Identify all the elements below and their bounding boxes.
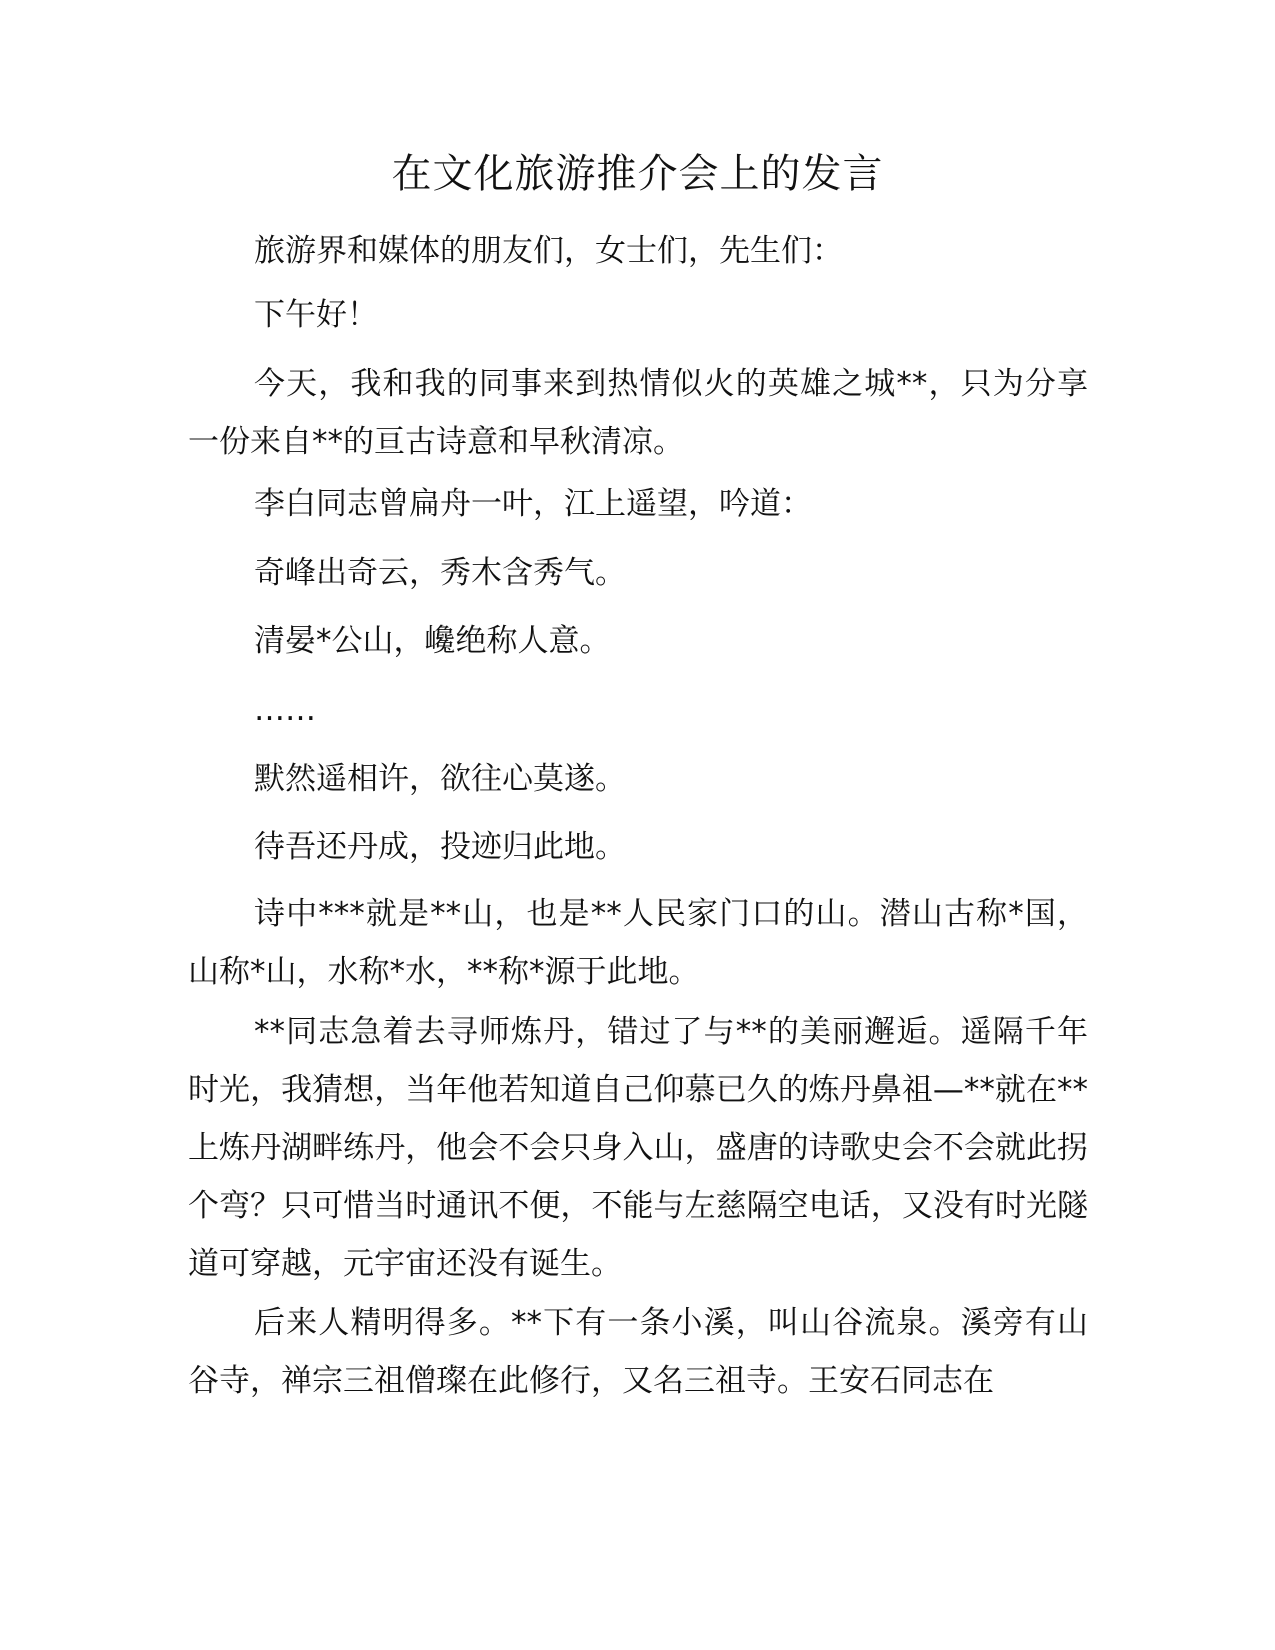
paragraph-later: 后来人精明得多。**下有一条小溪，叫山谷流泉。溪旁有山谷寺，禅宗三祖僧璨在此修行，又名三祖寺。王安石同志在 (188, 1305, 1088, 1399)
paragraph-good-afternoon: 下午好！ (254, 297, 378, 333)
paragraph-li-bai: 李白同志曾扁舟一叶，江上遥望，吟道： (254, 486, 812, 522)
poem-ellipsis: …… (254, 692, 316, 728)
poem-line-2: 清晏*公山，巉绝称人意。 (254, 623, 611, 659)
poem-line-3: 默然遥相许，欲往心莫遂。 (254, 761, 626, 797)
paragraph-intro: 今天，我和我的同事来到热情似火的英雄之城**，只为分享一份来自**的亘古诗意和早秋清凉。 (188, 366, 1088, 460)
paragraph-poem-explanation: 诗中***就是**山，也是**人民家门口的山。潜山古称*国，山称*山，水称*水，**称*源于此地。 (188, 896, 1088, 990)
poem-line-4: 待吾还丹成，投迹归此地。 (254, 829, 626, 865)
paragraph-greeting: 旅游界和媒体的朋友们，女士们，先生们： (254, 233, 843, 269)
document-title: 在文化旅游推介会上的发言 (391, 151, 884, 197)
paragraph-alchemy: **同志急着去寻师炼丹，错过了与**的美丽邂逅。遥隔千年时光，我猜想，当年他若知道自己仰慕已久的炼丹鼻祖—**就在**上炼丹湖畔练丹，他会不会只身入山，盛唐的诗歌史会不会就此拐个弯？只可惜当时通讯不便，不能与左慈隔空电话，又没有时光隧道可穿越，元宇宙还没有诞生。 (188, 1014, 1088, 1282)
poem-line-1: 奇峰出奇云，秀木含秀气。 (254, 555, 626, 591)
